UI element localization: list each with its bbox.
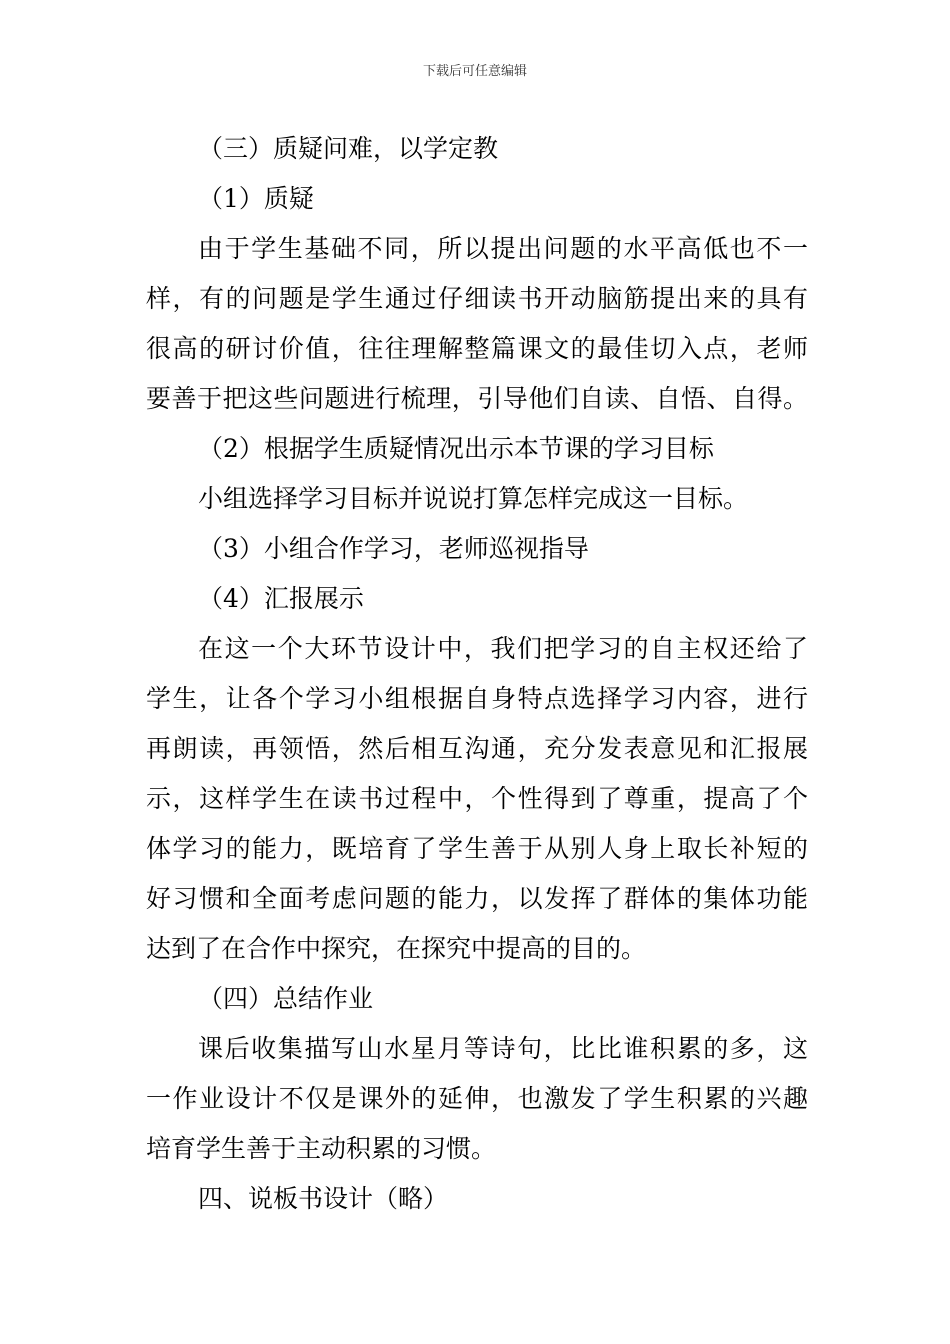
page-header: 下载后可任意编辑 [422,64,527,79]
section-heading-board-design: 四、说板书设计（略） [198,1184,449,1213]
paragraph-line: 在这一个大环节设计中，我们把学习的自主权还给了 [198,634,808,663]
paragraph-line: 样，有的问题是学生通过仔细读书开动脑筋提出来的具有 [146,284,808,313]
subheading-1: （1）质疑 [198,184,314,213]
section-heading-4: （四）总结作业 [198,984,374,1013]
paragraph-line: 由于学生基础不同，所以提出问题的水平高低也不一 [198,234,808,263]
paragraph-line: 学生，让各个学习小组根据自身特点选择学习内容，进行 [146,684,808,713]
subheading-4: （4）汇报展示 [198,584,364,613]
paragraph-line: 要善于把这些问题进行梳理，引导他们自读、自悟、自得。 [146,384,808,413]
paragraph-line: 培育学生善于主动积累的习惯。 [146,1134,497,1163]
section-heading-3: （三）质疑问难，以学定教 [198,134,499,163]
paragraph-line: 课后收集描写山水星月等诗句，比比谁积累的多，这 [198,1034,808,1063]
subheading-3: （3）小组合作学习，老师巡视指导 [198,534,589,563]
paragraph-line: 好习惯和全面考虑问题的能力，以发挥了群体的集体功能 [146,884,808,913]
paragraph-line: 很高的研讨价值，往往理解整篇课文的最佳切入点，老师 [146,334,808,363]
paragraph-line: 示，这样学生在读书过程中，个性得到了尊重，提高了个 [146,784,808,813]
paragraph-line: 体学习的能力，既培育了学生善于从别人身上取长补短的 [146,834,808,863]
paragraph-line: 小组选择学习目标并说说打算怎样完成这一目标。 [198,484,749,513]
subheading-2: （2）根据学生质疑情况出示本节课的学习目标 [198,434,714,463]
paragraph-line: 达到了在合作中探究，在探究中提高的目的。 [146,934,647,963]
paragraph-line: 再朗读，再领悟，然后相互沟通，充分发表意见和汇报展 [146,734,808,763]
paragraph-line: 一作业设计不仅是课外的延伸，也激发了学生积累的兴趣 [146,1084,808,1113]
